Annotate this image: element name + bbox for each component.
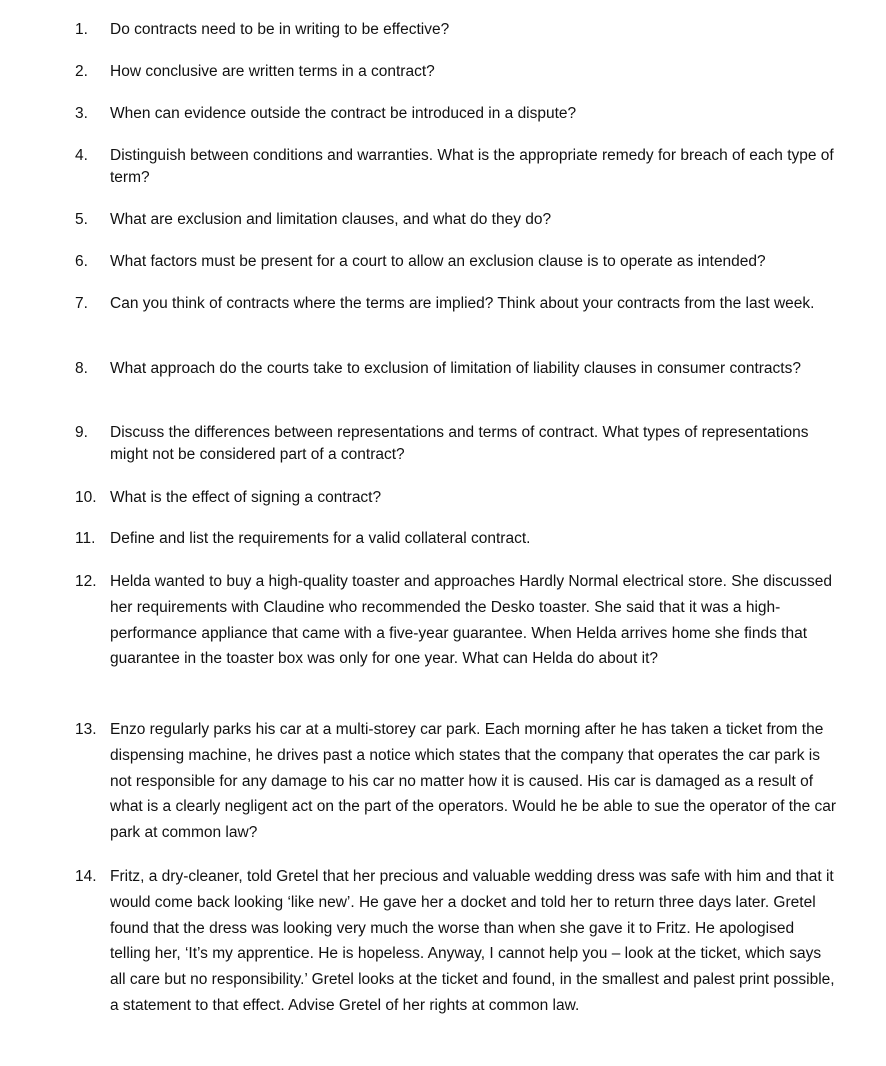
question-number: 2. xyxy=(75,63,88,80)
question-text: Do contracts need to be in writing to be effective? xyxy=(110,21,450,38)
question-text: What is the effect of signing a contract? xyxy=(110,489,382,506)
question-text: Define and list the requirements for a valid collateral contract. xyxy=(110,530,531,547)
question-text: How conclusive are written terms in a contract? xyxy=(110,63,435,80)
question-number: 9. xyxy=(75,424,88,441)
question-text: Enzo regularly parks his car at a multi-storey car park. Each morning after he has taken a ticket from the dispensing machine, he drives past a notice which states that the company that operates the car park is not responsible for any damage to his car no matter how it is caused. His car is damaged as a result of what is a clearly negligent act on the part of the operators. Would he be able to sue the operator of the car park at common law? xyxy=(110,721,837,842)
question-number: 4. xyxy=(75,147,88,164)
question-number: 13. xyxy=(75,721,97,738)
question-text: Distinguish between conditions and warranties. What is the appropriate remedy for breach of each type of term? xyxy=(110,147,834,186)
question-text: What are exclusion and limitation clauses, and what do they do? xyxy=(110,211,552,228)
question-number: 12. xyxy=(75,573,97,590)
question-number: 11. xyxy=(75,530,96,547)
question-text: Can you think of contracts where the terms are implied? Think about your contracts from the last week. xyxy=(110,295,815,312)
question-number: 1. xyxy=(75,21,88,38)
question-text: What approach do the courts take to exclusion of limitation of liability clauses in consumer contracts? xyxy=(110,360,801,377)
question-text: When can evidence outside the contract be introduced in a dispute? xyxy=(110,105,577,122)
question-text: Discuss the differences between representations and terms of contract. What types of representations might not be considered part of a contract? xyxy=(110,424,809,463)
question-number: 10. xyxy=(75,489,97,506)
question-text: Helda wanted to buy a high-quality toaster and approaches Hardly Normal electrical store. She discussed her requirements with Claudine who recommended the Desko toaster. She said that it was a high-performance appliance that came with a five-year guarantee. When Helda arrives home she finds that guarantee in the toaster box was only for one year. What can Helda do about it? xyxy=(110,573,832,668)
question-number: 6. xyxy=(75,253,88,270)
question-number: 7. xyxy=(75,295,88,312)
question-number: 8. xyxy=(75,360,88,377)
question-number: 3. xyxy=(75,105,88,122)
question-number: 14. xyxy=(75,868,97,885)
question-text: What factors must be present for a court to allow an exclusion clause is to operate as intended? xyxy=(110,253,766,270)
question-number: 5. xyxy=(75,211,88,228)
question-text: Fritz, a dry-cleaner, told Gretel that her precious and valuable wedding dress was safe with him and that it would come back looking ‘like new’. He gave her a docket and told her to return three days later. Gretel found that the dress was looking very much the worse than when she gave it to Fritz. He apologised telling her, ‘It’s my apprentice. He is hopeless. Anyway, I cannot help you – look at the ticket, which says all care but no responsibility.’ Gretel looks at the ticket and found, in the smallest and palest print possible, a statement to that effect. Advise Gretel of her rights at common law. xyxy=(110,868,835,1014)
